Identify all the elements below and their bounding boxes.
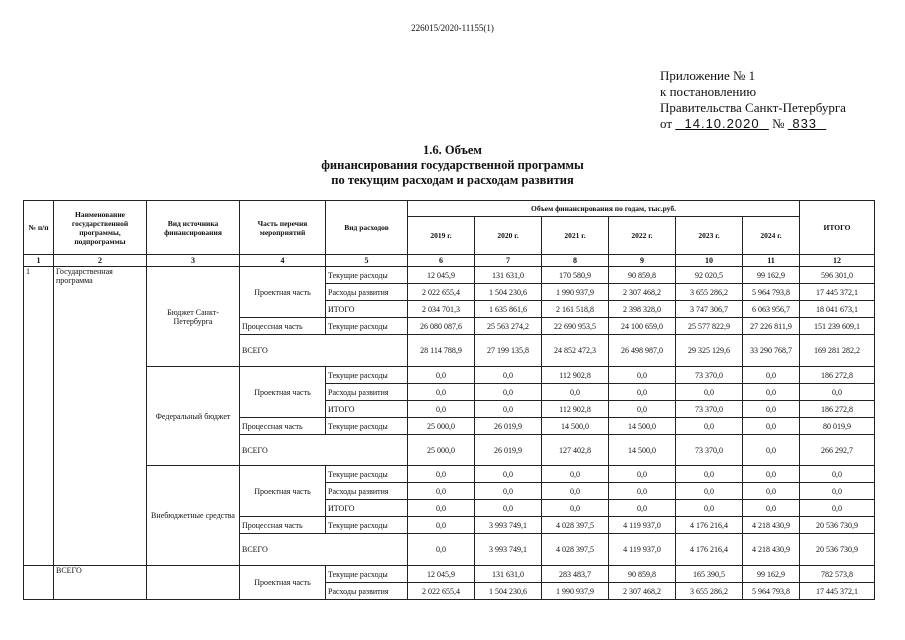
header-total: ИТОГО [800, 201, 875, 255]
value-cell: 127 402,8 [542, 435, 609, 466]
value-cell: 0,0 [800, 483, 875, 500]
value-cell: 169 281 282,2 [800, 335, 875, 367]
header-year: 2023 г. [676, 217, 743, 255]
title-line-1: 1.6. Объем [423, 143, 482, 157]
value-cell: 1 635 861,6 [475, 301, 542, 318]
resolution-date [675, 116, 769, 131]
expense-type: Расходы развития [326, 384, 408, 401]
value-cell: 0,0 [743, 367, 800, 384]
value-cell: 4 218 430,9 [743, 517, 800, 534]
value-cell: 92 020,5 [676, 267, 743, 284]
header-program-name: Наименование государственной программы, подпрограммы [54, 201, 147, 255]
value-cell: 0,0 [408, 384, 475, 401]
value-cell: 0,0 [408, 517, 475, 534]
resolution-date-value: 14.10.2020 [684, 116, 760, 131]
value-cell: 0,0 [743, 483, 800, 500]
number-prefix: № [772, 116, 785, 131]
resolution-number [788, 116, 827, 131]
header-year: 2022 г. [609, 217, 676, 255]
expense-type: Расходы развития [326, 483, 408, 500]
part-project: Проектная часть [240, 466, 326, 517]
value-cell: 0,0 [676, 418, 743, 435]
document-registration-number: 226015/2020-11155(1) [411, 23, 494, 33]
value-cell: 24 100 659,0 [609, 318, 676, 335]
value-cell: 0,0 [475, 500, 542, 517]
column-number: 12 [800, 255, 875, 267]
column-number: 7 [475, 255, 542, 267]
header-year: 2020 г. [475, 217, 542, 255]
value-cell: 3 993 749,1 [475, 534, 542, 566]
value-cell: 266 292,7 [800, 435, 875, 466]
value-cell: 26 019,9 [475, 435, 542, 466]
empty-cell [147, 566, 240, 600]
header-year: 2021 г. [542, 217, 609, 255]
expense-type: Текущие расходы [326, 267, 408, 284]
program-name: Государственная программа [54, 267, 147, 566]
column-number: 2 [54, 255, 147, 267]
part-process: Процессная часть [240, 318, 326, 335]
table-row [24, 566, 875, 583]
header-expense-type: Вид расходов [326, 201, 408, 255]
value-cell: 25 000,0 [408, 418, 475, 435]
value-cell: 2 398 328,0 [609, 301, 676, 318]
expense-type: Расходы развития [326, 284, 408, 301]
value-cell: 25 000,0 [408, 435, 475, 466]
value-cell: 170 580,9 [542, 267, 609, 284]
value-cell: 27 199 135,8 [475, 335, 542, 367]
value-cell: 14 500,0 [609, 435, 676, 466]
value-cell: 20 536 730,9 [800, 534, 875, 566]
part-project: Проектная часть [240, 566, 326, 600]
value-cell: 131 631,0 [475, 267, 542, 284]
part-project: Проектная часть [240, 267, 326, 318]
value-cell: 25 563 274,2 [475, 318, 542, 335]
appendix-line-2: к постановлению [660, 84, 757, 99]
value-cell: 0,0 [475, 466, 542, 483]
source-total-label: ВСЕГО [240, 435, 408, 466]
value-cell: 131 631,0 [475, 566, 542, 583]
value-cell: 73 370,0 [676, 435, 743, 466]
column-number: 4 [240, 255, 326, 267]
value-cell: 0,0 [800, 500, 875, 517]
value-cell: 4 119 937,0 [609, 517, 676, 534]
financing-table [23, 200, 875, 600]
value-cell: 18 041 673,1 [800, 301, 875, 318]
value-cell: 0,0 [676, 466, 743, 483]
program-no: 1 [24, 267, 54, 566]
value-cell: 3 655 286,2 [676, 583, 743, 600]
value-cell: 3 747 306,7 [676, 301, 743, 318]
value-cell: 2 022 655,4 [408, 583, 475, 600]
value-cell: 0,0 [408, 367, 475, 384]
value-cell: 0,0 [743, 435, 800, 466]
source-budget: Бюджет Санкт-Петербурга [147, 267, 240, 367]
value-cell: 4 176 216,4 [676, 534, 743, 566]
value-cell: 73 370,0 [676, 367, 743, 384]
value-cell: 186 272,8 [800, 401, 875, 418]
value-cell: 90 859,8 [609, 566, 676, 583]
appendix-date-line [660, 116, 846, 132]
value-cell: 0,0 [743, 466, 800, 483]
value-cell: 0,0 [676, 384, 743, 401]
source-extrabudgetary: Внебюджетные средства [147, 466, 240, 566]
appendix-line-3: Правительства Санкт-Петербурга [660, 100, 846, 115]
value-cell: 0,0 [743, 500, 800, 517]
column-number: 1 [24, 255, 54, 267]
section-title [0, 143, 905, 188]
value-cell: 0,0 [542, 466, 609, 483]
value-cell: 0,0 [609, 367, 676, 384]
value-cell: 2 161 518,8 [542, 301, 609, 318]
value-cell: 25 577 822,9 [676, 318, 743, 335]
value-cell: 0,0 [408, 466, 475, 483]
table-row [24, 367, 875, 384]
value-cell: 24 852 472,3 [542, 335, 609, 367]
table-row [24, 466, 875, 483]
column-number: 6 [408, 255, 475, 267]
value-cell: 1 504 230,6 [475, 284, 542, 301]
value-cell: 20 536 730,9 [800, 517, 875, 534]
value-cell: 4 176 216,4 [676, 517, 743, 534]
expense-type: Расходы развития [326, 583, 408, 600]
part-project: Проектная часть [240, 367, 326, 418]
value-cell: 3 655 286,2 [676, 284, 743, 301]
value-cell: 26 498 987,0 [609, 335, 676, 367]
table-row [24, 267, 875, 284]
value-cell: 17 445 372,1 [800, 284, 875, 301]
expense-type: Текущие расходы [326, 566, 408, 583]
value-cell: 165 390,5 [676, 566, 743, 583]
value-cell: 0,0 [408, 401, 475, 418]
column-number-row [24, 255, 875, 267]
value-cell: 6 063 956,7 [743, 301, 800, 318]
value-cell: 1 990 937,9 [542, 583, 609, 600]
value-cell: 4 119 937,0 [609, 534, 676, 566]
value-cell: 0,0 [743, 384, 800, 401]
value-cell: 0,0 [475, 384, 542, 401]
value-cell: 2 307 468,2 [609, 284, 676, 301]
title-line-3: по текущим расходам и расходам развития [331, 173, 574, 187]
value-cell: 33 290 768,7 [743, 335, 800, 367]
value-cell: 0,0 [408, 534, 475, 566]
value-cell: 0,0 [475, 401, 542, 418]
value-cell: 28 114 788,9 [408, 335, 475, 367]
value-cell: 12 045,9 [408, 566, 475, 583]
value-cell: 0,0 [800, 384, 875, 401]
header-part: Часть перечня мероприятий [240, 201, 326, 255]
date-prefix: от [660, 116, 673, 131]
header-years-group: Объем финансирования по годам, тыс.руб. [408, 201, 800, 217]
value-cell: 90 859,8 [609, 267, 676, 284]
title-line-2: финансирования государственной программы [321, 158, 584, 172]
header-source: Вид источника финансирования [147, 201, 240, 255]
empty-cell [24, 583, 54, 600]
value-cell: 73 370,0 [676, 401, 743, 418]
value-cell: 22 690 953,5 [542, 318, 609, 335]
value-cell: 1 504 230,6 [475, 583, 542, 600]
value-cell: 112 902,8 [542, 401, 609, 418]
value-cell: 0,0 [609, 401, 676, 418]
value-cell: 782 573,8 [800, 566, 875, 583]
value-cell: 2 022 655,4 [408, 284, 475, 301]
empty-cell [54, 583, 147, 600]
resolution-number-value: 833 [792, 116, 818, 131]
value-cell: 4 028 397,5 [542, 517, 609, 534]
column-number: 3 [147, 255, 240, 267]
value-cell: 99 162,9 [743, 267, 800, 284]
value-cell: 5 964 793,8 [743, 583, 800, 600]
value-cell: 14 500,0 [609, 418, 676, 435]
column-number: 8 [542, 255, 609, 267]
value-cell: 0,0 [743, 418, 800, 435]
header-year: 2019 г. [408, 217, 475, 255]
value-cell: 596 301,0 [800, 267, 875, 284]
column-number: 9 [609, 255, 676, 267]
value-cell: 27 226 811,9 [743, 318, 800, 335]
column-number: 11 [743, 255, 800, 267]
value-cell: 99 162,9 [743, 566, 800, 583]
value-cell: 17 445 372,1 [800, 583, 875, 600]
expense-type: Текущие расходы [326, 517, 408, 534]
value-cell: 112 902,8 [542, 367, 609, 384]
value-cell: 12 045,9 [408, 267, 475, 284]
source-total-label: ВСЕГО [240, 335, 408, 367]
expense-type: Текущие расходы [326, 418, 408, 435]
value-cell: 0,0 [676, 483, 743, 500]
value-cell: 4 028 397,5 [542, 534, 609, 566]
value-cell: 0,0 [609, 466, 676, 483]
expense-type: ИТОГО [326, 401, 408, 418]
value-cell: 0,0 [800, 466, 875, 483]
value-cell: 80 019,9 [800, 418, 875, 435]
value-cell: 151 239 609,1 [800, 318, 875, 335]
value-cell: 4 218 430,9 [743, 534, 800, 566]
empty-cell [24, 566, 54, 583]
appendix-line-1: Приложение № 1 [660, 68, 756, 83]
value-cell: 0,0 [542, 500, 609, 517]
value-cell: 0,0 [609, 500, 676, 517]
value-cell: 26 080 087,6 [408, 318, 475, 335]
value-cell: 186 272,8 [800, 367, 875, 384]
value-cell: 0,0 [743, 401, 800, 418]
value-cell: 0,0 [609, 384, 676, 401]
value-cell: 283 483,7 [542, 566, 609, 583]
expense-type: Текущие расходы [326, 318, 408, 335]
source-total-label: ВСЕГО [240, 534, 408, 566]
value-cell: 14 500,0 [542, 418, 609, 435]
part-process: Процессная часть [240, 517, 326, 534]
value-cell: 0,0 [609, 483, 676, 500]
expense-type: Текущие расходы [326, 466, 408, 483]
header-no: № п/п [24, 201, 54, 255]
part-process: Процессная часть [240, 418, 326, 435]
value-cell: 2 307 468,2 [609, 583, 676, 600]
value-cell: 1 990 937,9 [542, 284, 609, 301]
value-cell: 3 993 749,1 [475, 517, 542, 534]
value-cell: 5 964 793,8 [743, 284, 800, 301]
value-cell: 0,0 [475, 483, 542, 500]
expense-type: Текущие расходы [326, 367, 408, 384]
expense-type: ИТОГО [326, 500, 408, 517]
column-number: 5 [326, 255, 408, 267]
value-cell: 0,0 [676, 500, 743, 517]
column-number: 10 [676, 255, 743, 267]
value-cell: 0,0 [408, 500, 475, 517]
expense-type: ИТОГО [326, 301, 408, 318]
value-cell: 0,0 [475, 367, 542, 384]
header-year: 2024 г. [743, 217, 800, 255]
program-total-label: ВСЕГО [54, 566, 147, 583]
value-cell: 0,0 [408, 483, 475, 500]
value-cell: 0,0 [542, 384, 609, 401]
value-cell: 0,0 [542, 483, 609, 500]
value-cell: 26 019,9 [475, 418, 542, 435]
source-federal: Федеральный бюджет [147, 367, 240, 466]
value-cell: 29 325 129,6 [676, 335, 743, 367]
appendix-block [660, 68, 846, 132]
value-cell: 2 034 701,3 [408, 301, 475, 318]
